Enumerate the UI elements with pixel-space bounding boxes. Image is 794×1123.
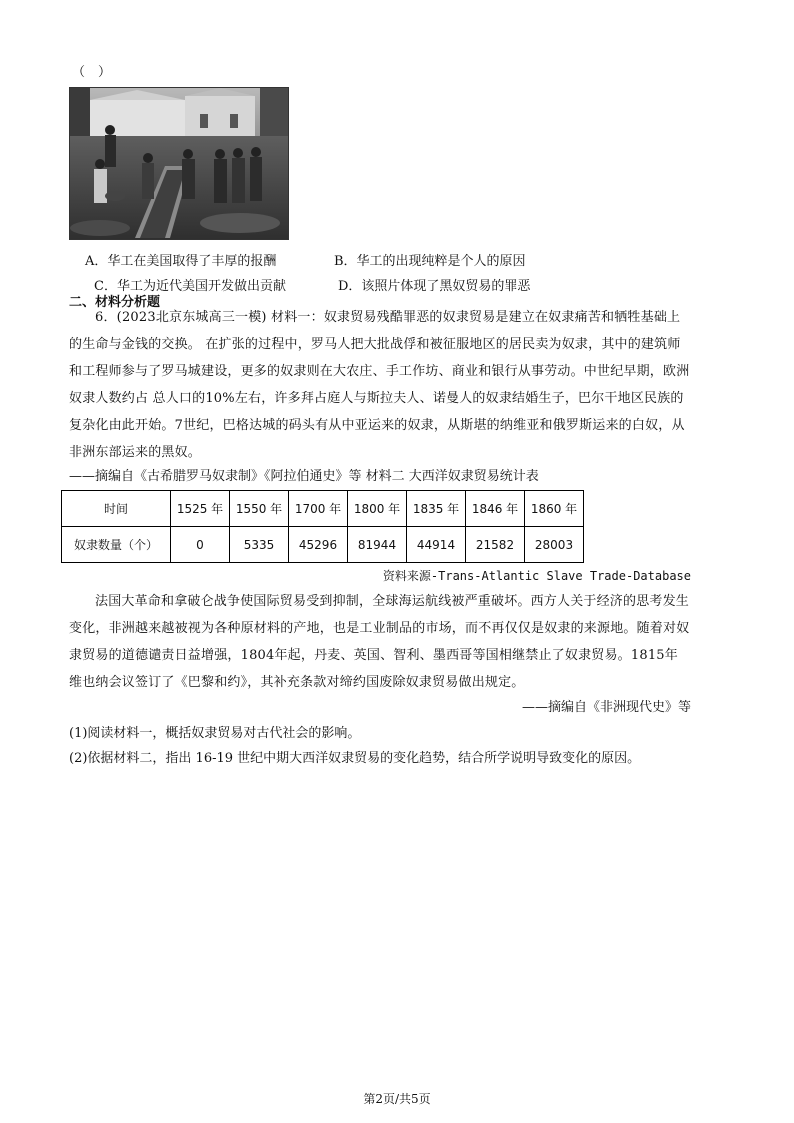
photo-illustration bbox=[70, 88, 288, 239]
option-d: D．该照片体现了黑奴贸易的罪恶 bbox=[338, 279, 531, 294]
count-cell: 28003 bbox=[525, 527, 584, 563]
year-cell: 1846 年 bbox=[466, 491, 525, 527]
answer-bracket: （ ） bbox=[72, 65, 112, 80]
table-header-row bbox=[62, 491, 584, 527]
material-one-paragraph: 6．(2023北京东城高三一模) 材料一：奴隶贸易残酷罪恶的奴隶贸易是建立在奴隶痛苦和牺牲基础上的生命与金钱的交换。 在扩张的过程中，罗马人把大批战俘和被征服地区的居民卖为奴隶，其中的建筑师和工程师参与了罗马城建设，更多的奴隶则在大农庄、手工作坊、商业和银行从事劳动。中世纪早期，欧洲奴隶人数约占 总人口的10%左右，许多拜占庭人与斯拉夫人、诺曼人的奴隶结婚生子，巴尔干地区民族的复杂化由此开始。7世纪，巴格达城的码头有从中亚运来的奴隶，从斯堪的纳维亚和俄罗斯运来的白奴，从非洲东部运来的黑奴。 bbox=[69, 310, 690, 460]
year-cell: 1835 年 bbox=[407, 491, 466, 527]
option-c: C．华工为近代美国开发做出贡献 bbox=[94, 279, 286, 294]
table-source: 资料来源-Trans-Atlantic Slave Trade-Database bbox=[382, 569, 691, 583]
count-cell: 21582 bbox=[466, 527, 525, 563]
count-cell: 81944 bbox=[348, 527, 407, 563]
option-b: B．华工的出现纯粹是个人的原因 bbox=[334, 254, 526, 269]
material-three-source: ——摘编自《非洲现代史》等 bbox=[521, 700, 691, 715]
year-cell: 1550 年 bbox=[230, 491, 289, 527]
material-three-paragraph: 法国大革命和拿破仑战争使国际贸易受到抑制，全球海运航线被严重破坏。西方人关于经济的思考发生变化，非洲越来越被视为各种原材料的产地，也是工业制品的市场，而不再仅仅是奴隶的来源地。随着对奴隶贸易的道德谴责日益增强，1804年起，丹麦、英国、智利、墨西哥等国相继禁止了奴隶贸易。1815年维也纳会议签订了《巴黎和约》，其补充条款对缔约国废除奴隶贸易做出规定。 bbox=[69, 594, 690, 690]
section-title: 二、材料分析题 bbox=[69, 295, 161, 310]
count-cell: 45296 bbox=[289, 527, 348, 563]
year-cell: 1860 年 bbox=[525, 491, 584, 527]
sub-question-2: (2)依据材料二，指出 16-19 世纪中期大西洋奴隶贸易的变化趋势，结合所学说明导致变化的原因。 bbox=[69, 751, 641, 766]
count-cell: 0 bbox=[171, 527, 230, 563]
row-label-cell: 奴隶数量（个） bbox=[62, 527, 171, 563]
header-label-cell: 时间 bbox=[62, 491, 171, 527]
table-data-row bbox=[62, 527, 584, 563]
year-cell: 1525 年 bbox=[171, 491, 230, 527]
historical-photo bbox=[69, 87, 289, 240]
sub-question-1: (1)阅读材料一，概括奴隶贸易对古代社会的影响。 bbox=[69, 726, 361, 741]
year-cell: 1800 年 bbox=[348, 491, 407, 527]
page-footer: 第2页/共5页 bbox=[363, 1092, 431, 1106]
year-cell: 1700 年 bbox=[289, 491, 348, 527]
option-a: A．华工在美国取得了丰厚的报酬 bbox=[85, 254, 277, 269]
slave-trade-table bbox=[61, 490, 584, 563]
count-cell: 5335 bbox=[230, 527, 289, 563]
material-one-source: ——摘编自《古希腊罗马奴隶制》《阿拉伯通史》等 材料二 大西洋奴隶贸易统计表 bbox=[69, 469, 539, 484]
count-cell: 44914 bbox=[407, 527, 466, 563]
